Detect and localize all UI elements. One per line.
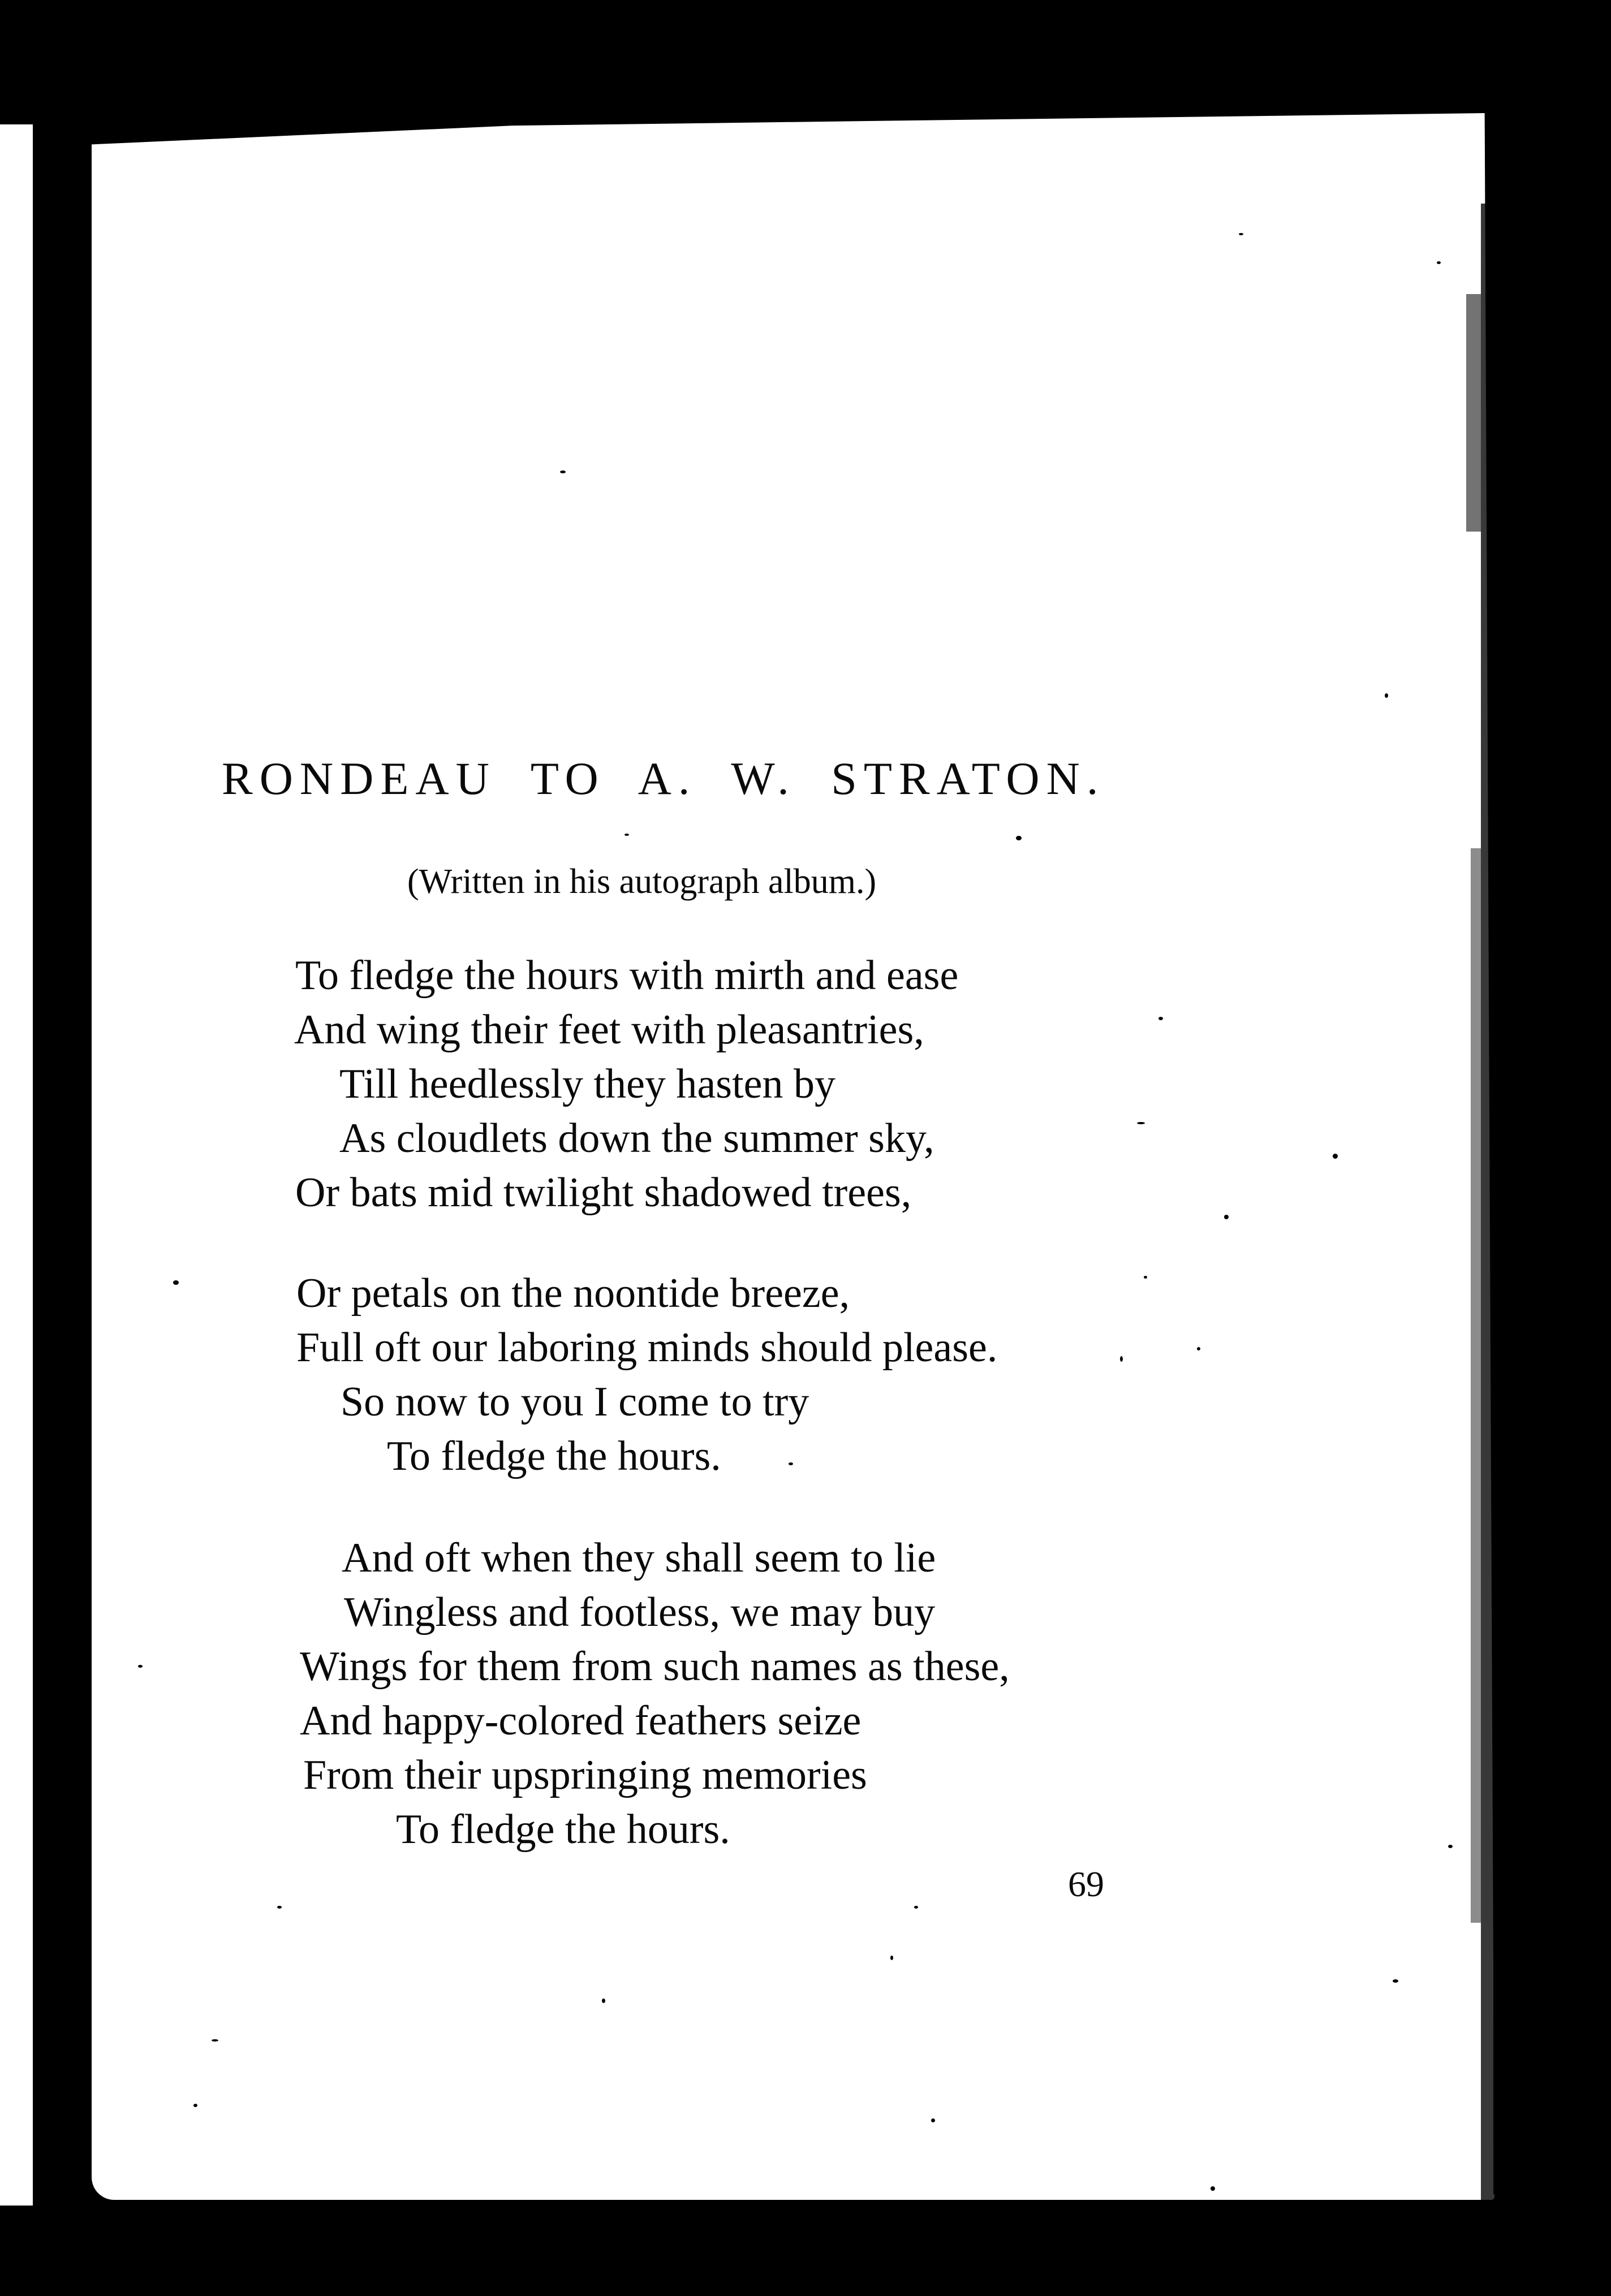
poem-line: To fledge the hours. [387,1433,721,1479]
poem-line: Full oft our laboring minds should please. [296,1324,998,1371]
page-number: 69 [1068,1864,1104,1904]
poem-line: As cloudlets down the summer sky, [339,1115,934,1162]
poem-line: And wing their feet with pleasantries, [294,1007,924,1053]
poem-line: From their upspringing memories [303,1752,867,1798]
poem-line: So now to you I come to try [341,1379,809,1425]
poem-line: Wings for them from such names as these, [300,1643,1010,1690]
poem-subtitle: (Written in his autograph album.) [407,862,877,901]
poem-line: Till heedlessly they hasten by [339,1061,835,1107]
poem-line: To fledge the hours with mirth and ease [295,952,959,999]
poem-line: Or petals on the noontide breeze, [296,1270,850,1317]
poem-line: Or bats mid twilight shadowed trees, [295,1169,912,1216]
poem-title: RONDEAU TO A. W. STRATON. [222,753,1105,804]
poem-line: Wingless and footless, we may buy [344,1589,936,1635]
poem-line: And oft when they shall seem to lie [342,1535,936,1581]
poem-line: And happy-colored feathers seize [300,1698,862,1744]
poem-line: To fledge the hours. [396,1806,730,1853]
